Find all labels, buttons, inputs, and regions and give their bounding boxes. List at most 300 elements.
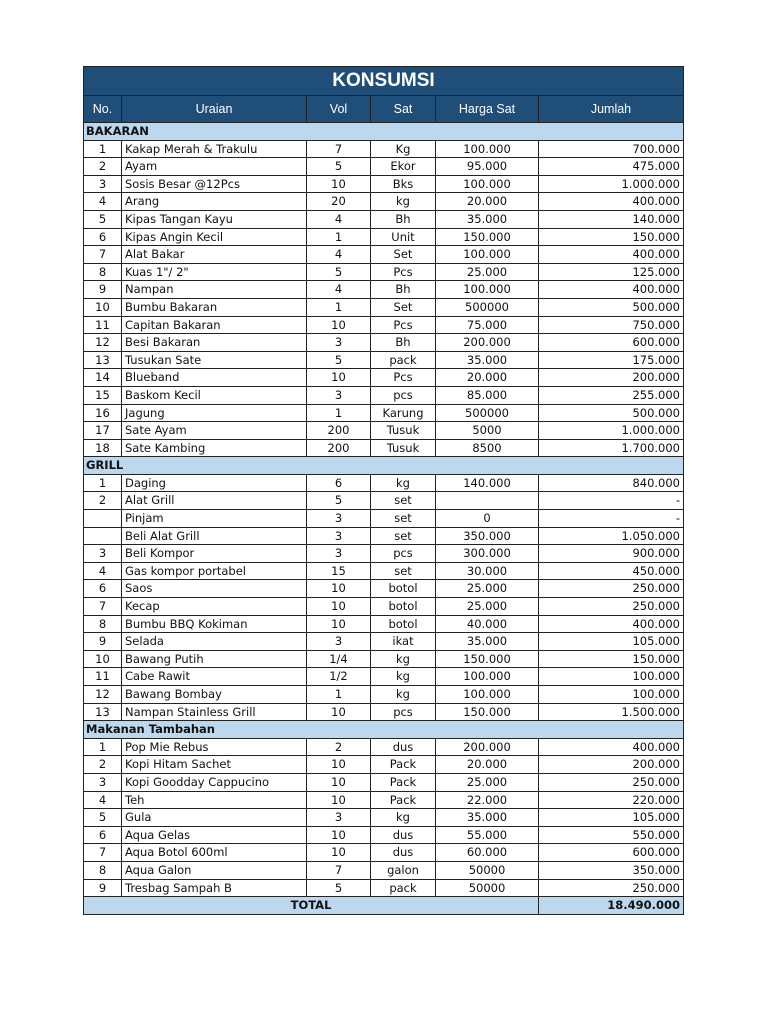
cell-no: 6	[84, 826, 122, 844]
cell-jumlah: 175.000	[539, 351, 684, 369]
cell-uraian: Kipas Tangan Kayu	[122, 210, 307, 228]
cell-jumlah: -	[539, 510, 684, 528]
cell-harga-sat: 20.000	[436, 369, 539, 387]
total-value: 18.490.000	[539, 897, 684, 915]
cell-vol: 10	[307, 316, 371, 334]
cell-sat: kg	[371, 809, 436, 827]
cell-vol: 1	[307, 404, 371, 422]
table-row	[84, 879, 684, 897]
cell-vol: 200	[307, 439, 371, 457]
cell-no: 1	[84, 474, 122, 492]
cell-jumlah: 400.000	[539, 246, 684, 264]
cell-jumlah: 900.000	[539, 545, 684, 563]
table-row	[84, 580, 684, 598]
cell-vol: 20	[307, 193, 371, 211]
cell-vol: 10	[307, 773, 371, 791]
cell-uraian: Besi Bakaran	[122, 334, 307, 352]
cell-jumlah: 1.050.000	[539, 527, 684, 545]
cell-no: 13	[84, 703, 122, 721]
cell-jumlah: 105.000	[539, 809, 684, 827]
cell-sat: Ekor	[371, 158, 436, 176]
table-row	[84, 598, 684, 616]
cell-no: 15	[84, 386, 122, 404]
total-row	[84, 897, 684, 915]
cell-jumlah: 550.000	[539, 826, 684, 844]
cell-sat: pcs	[371, 703, 436, 721]
table-row	[84, 246, 684, 264]
cell-vol: 6	[307, 474, 371, 492]
col-header-uraian: Uraian	[122, 96, 307, 123]
cell-no: 8	[84, 615, 122, 633]
cell-uraian: Teh	[122, 791, 307, 809]
col-header-harga-sat: Harga Sat	[436, 96, 539, 123]
cell-uraian: Bawang Bombay	[122, 686, 307, 704]
cell-no: 14	[84, 369, 122, 387]
cell-jumlah: 400.000	[539, 738, 684, 756]
table-row	[84, 703, 684, 721]
table-row	[84, 175, 684, 193]
cell-harga-sat: 500000	[436, 298, 539, 316]
konsumsi-table	[83, 66, 684, 915]
cell-jumlah: 255.000	[539, 386, 684, 404]
cell-vol: 1	[307, 686, 371, 704]
table-row	[84, 826, 684, 844]
cell-harga-sat: 5000	[436, 422, 539, 440]
cell-no: 4	[84, 562, 122, 580]
cell-jumlah: 840.000	[539, 474, 684, 492]
table-row	[84, 422, 684, 440]
cell-vol: 10	[307, 703, 371, 721]
cell-jumlah: 350.000	[539, 861, 684, 879]
cell-uraian: Capitan Bakaran	[122, 316, 307, 334]
cell-harga-sat: 0	[436, 510, 539, 528]
cell-uraian: Sate Kambing	[122, 439, 307, 457]
cell-harga-sat: 200.000	[436, 738, 539, 756]
cell-no: 9	[84, 281, 122, 299]
cell-no: 3	[84, 773, 122, 791]
table-row	[84, 773, 684, 791]
table-row	[84, 510, 684, 528]
cell-jumlah: 200.000	[539, 369, 684, 387]
cell-uraian: Kipas Angin Kecil	[122, 228, 307, 246]
table-row	[84, 738, 684, 756]
cell-vol: 5	[307, 351, 371, 369]
cell-sat: Tusuk	[371, 439, 436, 457]
cell-jumlah: 700.000	[539, 140, 684, 158]
table-row	[84, 545, 684, 563]
cell-vol: 4	[307, 281, 371, 299]
table-row	[84, 844, 684, 862]
cell-sat: botol	[371, 598, 436, 616]
cell-sat: pack	[371, 879, 436, 897]
cell-sat: botol	[371, 615, 436, 633]
table-row	[84, 193, 684, 211]
table-row	[84, 686, 684, 704]
cell-jumlah: 250.000	[539, 598, 684, 616]
col-header-sat: Sat	[371, 96, 436, 123]
cell-sat: Pcs	[371, 263, 436, 281]
cell-vol: 10	[307, 598, 371, 616]
table-row	[84, 369, 684, 387]
cell-vol: 3	[307, 386, 371, 404]
cell-harga-sat: 75.000	[436, 316, 539, 334]
cell-uraian: Kopi Hitam Sachet	[122, 756, 307, 774]
cell-jumlah: 1.500.000	[539, 703, 684, 721]
table-row	[84, 527, 684, 545]
cell-sat: set	[371, 510, 436, 528]
cell-vol: 3	[307, 809, 371, 827]
col-header-no: No.	[84, 96, 122, 123]
table-row	[84, 140, 684, 158]
table-row	[84, 562, 684, 580]
total-label: TOTAL	[84, 897, 539, 915]
cell-sat: set	[371, 492, 436, 510]
cell-no: 2	[84, 756, 122, 774]
cell-jumlah: 105.000	[539, 633, 684, 651]
cell-uraian: Baskom Kecil	[122, 386, 307, 404]
table-row	[84, 210, 684, 228]
cell-sat: dus	[371, 826, 436, 844]
cell-uraian: Selada	[122, 633, 307, 651]
cell-jumlah: 600.000	[539, 844, 684, 862]
cell-uraian: Kecap	[122, 598, 307, 616]
cell-jumlah: 150.000	[539, 650, 684, 668]
cell-harga-sat	[436, 492, 539, 510]
cell-harga-sat: 300.000	[436, 545, 539, 563]
cell-no: 18	[84, 439, 122, 457]
cell-jumlah: -	[539, 492, 684, 510]
cell-sat: Bks	[371, 175, 436, 193]
cell-sat: Pack	[371, 773, 436, 791]
cell-vol: 5	[307, 263, 371, 281]
cell-harga-sat: 100.000	[436, 246, 539, 264]
cell-harga-sat: 22.000	[436, 791, 539, 809]
cell-vol: 15	[307, 562, 371, 580]
cell-jumlah: 250.000	[539, 773, 684, 791]
cell-vol: 10	[307, 791, 371, 809]
cell-harga-sat: 25.000	[436, 580, 539, 598]
table-row	[84, 351, 684, 369]
cell-sat: Tusuk	[371, 422, 436, 440]
cell-harga-sat: 40.000	[436, 615, 539, 633]
cell-harga-sat: 35.000	[436, 633, 539, 651]
cell-jumlah: 250.000	[539, 879, 684, 897]
cell-vol: 5	[307, 158, 371, 176]
cell-jumlah: 140.000	[539, 210, 684, 228]
cell-harga-sat: 55.000	[436, 826, 539, 844]
cell-no: 4	[84, 791, 122, 809]
cell-uraian: Tresbag Sampah B	[122, 879, 307, 897]
cell-uraian: Aqua Galon	[122, 861, 307, 879]
cell-harga-sat: 350.000	[436, 527, 539, 545]
cell-vol: 3	[307, 510, 371, 528]
cell-sat: kg	[371, 474, 436, 492]
cell-sat: set	[371, 527, 436, 545]
cell-uraian: Gas kompor portabel	[122, 562, 307, 580]
cell-harga-sat: 20.000	[436, 756, 539, 774]
cell-harga-sat: 150.000	[436, 703, 539, 721]
cell-no	[84, 527, 122, 545]
cell-jumlah: 250.000	[539, 580, 684, 598]
cell-sat: ikat	[371, 633, 436, 651]
cell-sat: Unit	[371, 228, 436, 246]
cell-vol: 4	[307, 210, 371, 228]
cell-sat: Pack	[371, 756, 436, 774]
col-header-vol: Vol	[307, 96, 371, 123]
cell-no: 10	[84, 650, 122, 668]
cell-no: 6	[84, 580, 122, 598]
cell-sat: dus	[371, 738, 436, 756]
cell-harga-sat: 150.000	[436, 650, 539, 668]
cell-jumlah: 150.000	[539, 228, 684, 246]
cell-uraian: Aqua Botol 600ml	[122, 844, 307, 862]
table-row	[84, 650, 684, 668]
cell-uraian: Aqua Gelas	[122, 826, 307, 844]
cell-vol: 200	[307, 422, 371, 440]
header-row	[84, 96, 684, 123]
cell-sat: kg	[371, 193, 436, 211]
cell-uraian: Sosis Besar @12Pcs	[122, 175, 307, 193]
cell-jumlah: 750.000	[539, 316, 684, 334]
cell-harga-sat: 150.000	[436, 228, 539, 246]
cell-vol: 10	[307, 844, 371, 862]
section-label: GRILL	[84, 457, 684, 475]
cell-harga-sat: 35.000	[436, 809, 539, 827]
table-row	[84, 228, 684, 246]
cell-sat: botol	[371, 580, 436, 598]
cell-uraian: Gula	[122, 809, 307, 827]
cell-sat: pcs	[371, 386, 436, 404]
cell-jumlah: 400.000	[539, 193, 684, 211]
cell-sat: Set	[371, 246, 436, 264]
cell-sat: Bh	[371, 210, 436, 228]
cell-uraian: Beli Alat Grill	[122, 527, 307, 545]
cell-vol: 1	[307, 298, 371, 316]
cell-sat: Pack	[371, 791, 436, 809]
cell-jumlah: 125.000	[539, 263, 684, 281]
table-row	[84, 298, 684, 316]
table-row	[84, 668, 684, 686]
cell-vol: 3	[307, 545, 371, 563]
cell-jumlah: 100.000	[539, 668, 684, 686]
cell-uraian: Sate Ayam	[122, 422, 307, 440]
cell-sat: Set	[371, 298, 436, 316]
cell-vol: 10	[307, 826, 371, 844]
cell-no: 9	[84, 879, 122, 897]
cell-no: 3	[84, 175, 122, 193]
cell-no: 1	[84, 738, 122, 756]
cell-uraian: Daging	[122, 474, 307, 492]
cell-harga-sat: 25.000	[436, 773, 539, 791]
cell-harga-sat: 500000	[436, 404, 539, 422]
cell-uraian: Tusukan Sate	[122, 351, 307, 369]
cell-uraian: Nampan	[122, 281, 307, 299]
cell-harga-sat: 30.000	[436, 562, 539, 580]
cell-vol: 10	[307, 615, 371, 633]
cell-jumlah: 500.000	[539, 298, 684, 316]
cell-jumlah: 400.000	[539, 615, 684, 633]
table-row	[84, 404, 684, 422]
cell-no: 10	[84, 298, 122, 316]
cell-sat: Kg	[371, 140, 436, 158]
cell-jumlah: 200.000	[539, 756, 684, 774]
table-row	[84, 281, 684, 299]
table-row	[84, 474, 684, 492]
table-row	[84, 386, 684, 404]
cell-uraian: Kopi Goodday Cappucino	[122, 773, 307, 791]
cell-no: 3	[84, 545, 122, 563]
cell-harga-sat: 100.000	[436, 686, 539, 704]
section-row	[84, 721, 684, 739]
cell-sat: pack	[371, 351, 436, 369]
cell-no: 8	[84, 861, 122, 879]
cell-no: 16	[84, 404, 122, 422]
section-row	[84, 123, 684, 141]
cell-harga-sat: 85.000	[436, 386, 539, 404]
cell-sat: Pcs	[371, 369, 436, 387]
cell-sat: galon	[371, 861, 436, 879]
cell-jumlah: 450.000	[539, 562, 684, 580]
table-row	[84, 334, 684, 352]
cell-uraian: Kakap Merah & Trakulu	[122, 140, 307, 158]
cell-uraian: Jagung	[122, 404, 307, 422]
cell-jumlah: 500.000	[539, 404, 684, 422]
cell-no: 12	[84, 686, 122, 704]
table-row	[84, 615, 684, 633]
cell-no: 6	[84, 228, 122, 246]
cell-no: 2	[84, 158, 122, 176]
cell-sat: kg	[371, 686, 436, 704]
cell-no: 8	[84, 263, 122, 281]
cell-harga-sat: 35.000	[436, 210, 539, 228]
cell-vol: 1/2	[307, 668, 371, 686]
cell-no: 11	[84, 316, 122, 334]
cell-no: 7	[84, 246, 122, 264]
cell-harga-sat: 8500	[436, 439, 539, 457]
cell-vol: 5	[307, 492, 371, 510]
cell-harga-sat: 35.000	[436, 351, 539, 369]
cell-jumlah: 100.000	[539, 686, 684, 704]
cell-uraian: Alat Grill	[122, 492, 307, 510]
cell-no: 5	[84, 210, 122, 228]
cell-no: 2	[84, 492, 122, 510]
cell-uraian: Pinjam	[122, 510, 307, 528]
cell-sat: set	[371, 562, 436, 580]
cell-uraian: Nampan Stainless Grill	[122, 703, 307, 721]
cell-vol: 1/4	[307, 650, 371, 668]
cell-no: 12	[84, 334, 122, 352]
cell-vol: 3	[307, 633, 371, 651]
table-row	[84, 316, 684, 334]
cell-harga-sat: 200.000	[436, 334, 539, 352]
cell-harga-sat: 50000	[436, 861, 539, 879]
cell-harga-sat: 20.000	[436, 193, 539, 211]
cell-no: 13	[84, 351, 122, 369]
cell-jumlah: 600.000	[539, 334, 684, 352]
table-row	[84, 791, 684, 809]
cell-sat: kg	[371, 650, 436, 668]
cell-vol: 5	[307, 879, 371, 897]
cell-vol: 7	[307, 861, 371, 879]
table-row	[84, 492, 684, 510]
cell-no: 4	[84, 193, 122, 211]
cell-uraian: Arang	[122, 193, 307, 211]
cell-harga-sat: 100.000	[436, 668, 539, 686]
cell-harga-sat: 95.000	[436, 158, 539, 176]
cell-jumlah: 475.000	[539, 158, 684, 176]
cell-uraian: Ayam	[122, 158, 307, 176]
cell-uraian: Bumbu BBQ Kokiman	[122, 615, 307, 633]
table-row	[84, 158, 684, 176]
cell-jumlah: 1.700.000	[539, 439, 684, 457]
cell-harga-sat: 100.000	[436, 281, 539, 299]
sheet-title: KONSUMSI	[84, 67, 684, 96]
table-row	[84, 633, 684, 651]
table-row	[84, 263, 684, 281]
cell-jumlah: 400.000	[539, 281, 684, 299]
cell-vol: 10	[307, 580, 371, 598]
cell-uraian: Alat Bakar	[122, 246, 307, 264]
cell-no: 5	[84, 809, 122, 827]
cell-uraian: Bawang Putih	[122, 650, 307, 668]
table-row	[84, 439, 684, 457]
table-row	[84, 809, 684, 827]
cell-uraian: Cabe Rawit	[122, 668, 307, 686]
cell-no: 7	[84, 598, 122, 616]
cell-jumlah: 1.000.000	[539, 422, 684, 440]
cell-vol: 10	[307, 756, 371, 774]
section-label: Makanan Tambahan	[84, 721, 684, 739]
cell-jumlah: 220.000	[539, 791, 684, 809]
cell-harga-sat: 25.000	[436, 598, 539, 616]
cell-no: 1	[84, 140, 122, 158]
konsumsi-sheet	[83, 66, 683, 915]
cell-harga-sat: 140.000	[436, 474, 539, 492]
table-body	[84, 67, 684, 915]
cell-uraian: Pop Mie Rebus	[122, 738, 307, 756]
cell-uraian: Blueband	[122, 369, 307, 387]
section-row	[84, 457, 684, 475]
cell-sat: Bh	[371, 334, 436, 352]
cell-harga-sat: 60.000	[436, 844, 539, 862]
cell-sat: pcs	[371, 545, 436, 563]
cell-vol: 2	[307, 738, 371, 756]
cell-no: 11	[84, 668, 122, 686]
cell-vol: 10	[307, 175, 371, 193]
cell-vol: 3	[307, 334, 371, 352]
cell-harga-sat: 100.000	[436, 175, 539, 193]
cell-vol: 1	[307, 228, 371, 246]
cell-vol: 4	[307, 246, 371, 264]
cell-no	[84, 510, 122, 528]
cell-sat: kg	[371, 668, 436, 686]
cell-uraian: Saos	[122, 580, 307, 598]
title-row	[84, 67, 684, 96]
cell-no: 7	[84, 844, 122, 862]
cell-no: 9	[84, 633, 122, 651]
cell-vol: 3	[307, 527, 371, 545]
section-label: BAKARAN	[84, 123, 684, 141]
table-row	[84, 861, 684, 879]
table-row	[84, 756, 684, 774]
cell-sat: Karung	[371, 404, 436, 422]
cell-uraian: Kuas 1"/ 2"	[122, 263, 307, 281]
cell-sat: Bh	[371, 281, 436, 299]
cell-uraian: Bumbu Bakaran	[122, 298, 307, 316]
cell-no: 17	[84, 422, 122, 440]
cell-harga-sat: 25.000	[436, 263, 539, 281]
cell-sat: Pcs	[371, 316, 436, 334]
